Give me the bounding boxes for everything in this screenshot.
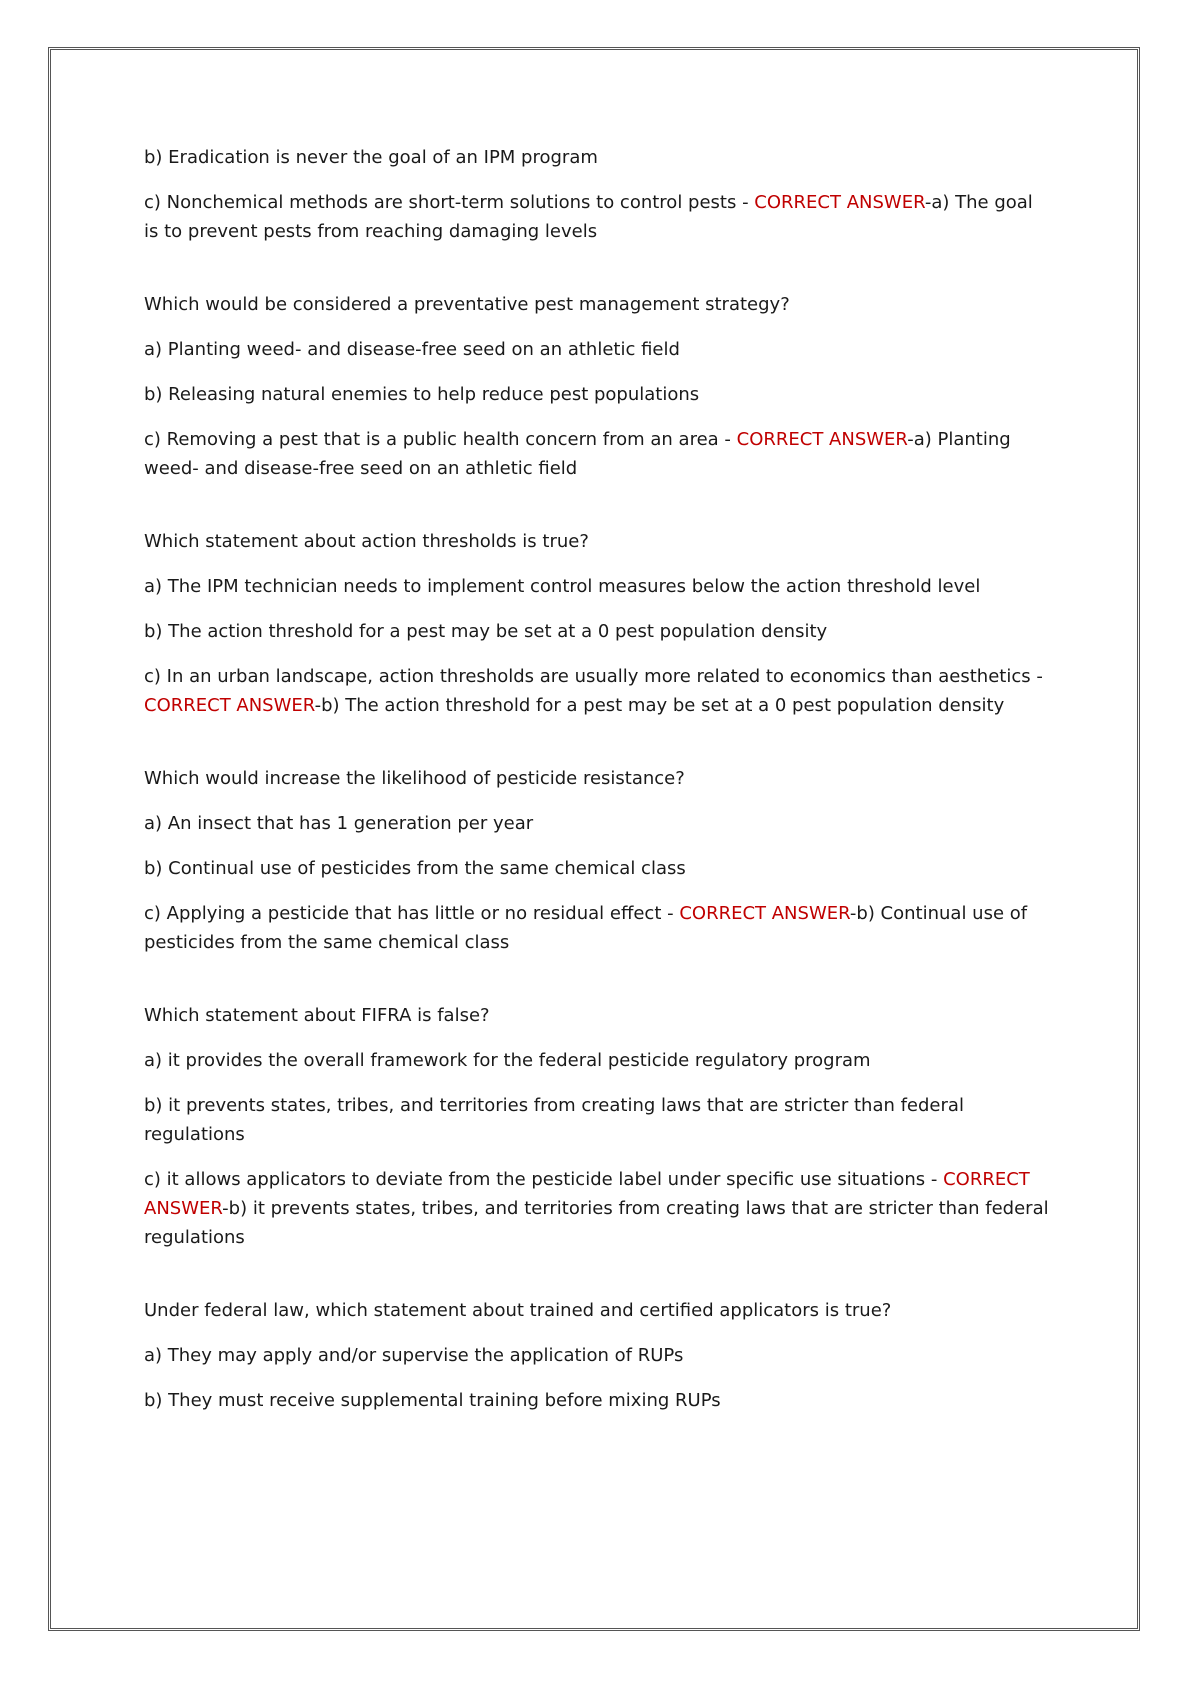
- question-block: [144, 290, 1049, 483]
- option-text: c) Removing a pest that is a public health concern from an area -: [144, 429, 737, 450]
- option-text: b) Eradication is never the goal of an IPM program: [144, 147, 598, 168]
- question-block: [144, 764, 1049, 957]
- option-with-answer: c) Removing a pest that is a public health concern from an area - CORRECT ANSWER-a) Planting weed- and disease-free seed on an athletic field: [144, 429, 1011, 479]
- question-text: Which statement about action thresholds is true?: [144, 531, 589, 552]
- correct-answer-label: CORRECT ANSWER: [144, 1169, 1030, 1219]
- question-block: [144, 143, 1049, 246]
- question-block: [144, 1001, 1049, 1252]
- option-text: a) An insect that has 1 generation per year: [144, 813, 534, 834]
- question-block: [144, 527, 1049, 720]
- option-text: c) In an urban landscape, action thresholds are usually more related to economics than aesthetics -: [144, 666, 1043, 687]
- option-with-answer: c) Applying a pesticide that has little or no residual effect - CORRECT ANSWER-b) Continual use of pesticides from the same chemical class: [144, 903, 1028, 953]
- option-text: b) Releasing natural enemies to help reduce pest populations: [144, 384, 700, 405]
- correct-answer-label: CORRECT ANSWER: [754, 192, 925, 213]
- option-text: b) Continual use of pesticides from the same chemical class: [144, 858, 686, 879]
- document-body: [144, 143, 1049, 1431]
- question-text: Which would be considered a preventative pest management strategy?: [144, 294, 790, 315]
- option-text: b) The action threshold for a pest may be set at a 0 pest population density: [144, 621, 828, 642]
- option-text: b) it prevents states, tribes, and territories from creating laws that are stricter than federal regulations: [144, 1095, 964, 1145]
- correct-answer-label: CORRECT ANSWER: [736, 429, 908, 450]
- question-text: Which statement about FIFRA is false?: [144, 1005, 490, 1026]
- correct-answer-label: CORRECT ANSWER: [679, 903, 850, 924]
- question-text: Which would increase the likelihood of pesticide resistance?: [144, 768, 685, 789]
- correct-answer-label: CORRECT ANSWER: [144, 695, 315, 716]
- answer-text: b) it prevents states, tribes, and territories from creating laws that are stricter than federal regulations: [144, 1198, 1049, 1248]
- option-text: c) Nonchemical methods are short-term solutions to control pests -: [144, 192, 755, 213]
- option-text: c) Applying a pesticide that has little or no residual effect -: [144, 903, 680, 924]
- answer-text: a) Planting weed- and disease-free seed on an athletic field: [144, 429, 1011, 479]
- option-with-answer: c) it allows applicators to deviate from the pesticide label under specific use situations - CORRECT ANSWER-b) it prevents states, tribes, and territories from creating laws that are stricter than federal regulations: [144, 1169, 1049, 1248]
- option-text: b) They must receive supplemental training before mixing RUPs: [144, 1390, 721, 1411]
- answer-text: a) The goal is to prevent pests from reaching damaging levels: [144, 192, 1033, 242]
- answer-text: b) The action threshold for a pest may be set at a 0 pest population density: [321, 695, 1005, 716]
- option-text: a) They may apply and/or supervise the application of RUPs: [144, 1345, 684, 1366]
- option-text: a) Planting weed- and disease-free seed on an athletic field: [144, 339, 680, 360]
- question-text: Under federal law, which statement about trained and certified applicators is true?: [144, 1300, 892, 1321]
- option-with-answer: c) In an urban landscape, action thresholds are usually more related to economics than aesthetics - CORRECT ANSWER-b) The action threshold for a pest may be set at a 0 pest population density: [144, 666, 1043, 716]
- option-text: c) it allows applicators to deviate from the pesticide label under specific use situations -: [144, 1169, 944, 1190]
- option-with-answer: c) Nonchemical methods are short-term solutions to control pests - CORRECT ANSWER-a) The goal is to prevent pests from reaching damaging levels: [144, 192, 1033, 242]
- option-text: a) it provides the overall framework for the federal pesticide regulatory program: [144, 1050, 871, 1071]
- answer-text: b) Continual use of pesticides from the same chemical class: [144, 903, 1028, 953]
- option-text: a) The IPM technician needs to implement control measures below the action threshold level: [144, 576, 981, 597]
- question-block: [144, 1296, 1049, 1415]
